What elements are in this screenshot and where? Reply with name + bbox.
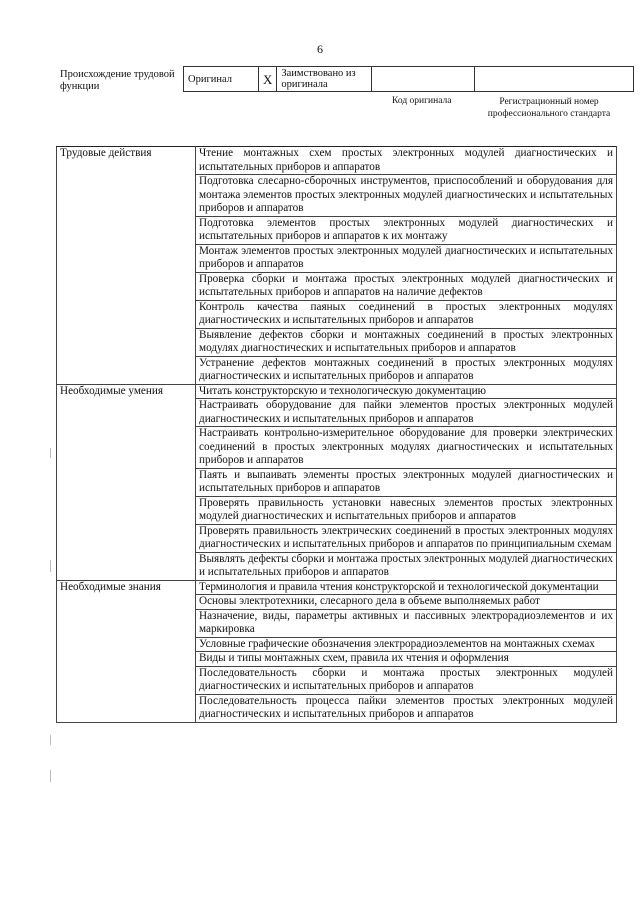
section-item: Настраивать оборудование для пайки элементов простых электронных модулей диагностических и испытательных приборов и аппаратов — [196, 399, 617, 427]
original-label: Оригинал — [188, 73, 232, 85]
code-caption: Код оригинала — [392, 96, 452, 106]
section-title: Необходимые знания — [57, 580, 196, 722]
section-item: Назначение, виды, параметры активных и пассивных электрорадиоэлементов и их маркировка — [196, 609, 617, 637]
origin-label: Происхождение трудовой функции — [60, 69, 175, 92]
section-item: Контроль качества паяных соединений в простых электронных модулях диагностических и испытательных приборов и аппаратов — [196, 300, 617, 328]
scan-mark — [50, 560, 51, 572]
section-item: Условные графические обозначения электрорадиоэлементов на монтажных схемах — [196, 637, 617, 652]
section-item: Виды и типы монтажных схем, правила их чтения и оформления — [196, 652, 617, 667]
section-item: Выявление дефектов сборки и монтажных соединений в простых электронных модулях диагностических и испытательных приборов и аппаратов — [196, 328, 617, 356]
original-mark: X — [259, 67, 277, 92]
section-item: Подготовка элементов простых электронных модулей диагностических и испытательных приборов и аппаратов к их монтажу — [196, 216, 617, 244]
section-item: Чтение монтажных схем простых электронных модулей диагностических и испытательных приборов и аппаратов — [196, 147, 617, 175]
section-item: Устранение дефектов монтажных соединений в простых электронных модулях диагностических и испытательных приборов и аппаратов — [196, 356, 617, 384]
section-item: Последовательность сборки и монтажа простых электронных модулей диагностических и испытательных приборов и аппаратов — [196, 666, 617, 694]
section-item: Паять и выпаивать элементы простых электронных модулей диагностических и испытательных приборов и аппаратов — [196, 468, 617, 496]
table-row — [57, 147, 617, 175]
section-item: Проверка сборки и монтажа простых электронных модулей диагностических и испытательных приборов и аппаратов на наличие дефектов — [196, 272, 617, 300]
borrowed-label: Заимствовано из оригинала — [277, 67, 372, 92]
origin-table — [183, 66, 634, 92]
section-item: Настраивать контрольно-измерительное оборудование для проверки электрических соединений в простых электронных модулях диагностических и испытательных приборов и аппаратов — [196, 427, 617, 469]
section-item: Подготовка слесарно-сборочных инструментов, приспособлений и оборудования для монтажа элементов простых электронных модулей диагностических и испытательных приборов и аппаратов — [196, 175, 617, 217]
table-row — [57, 580, 617, 595]
section-item: Монтаж элементов простых электронных модулей диагностических и испытательных приборов и аппаратов — [196, 244, 617, 272]
original-cell — [184, 67, 259, 92]
labor-function-table — [56, 146, 617, 723]
table-row — [57, 384, 617, 399]
section-item: Проверять правильность установки навесных элементов простых электронных модулей диагностических и испытательных приборов и аппаратов — [196, 496, 617, 524]
section-item: Читать конструкторскую и технологическую документацию — [196, 384, 617, 399]
section-item: Основы электротехники, слесарного дела в объеме выполняемых работ — [196, 595, 617, 610]
scan-mark — [50, 448, 51, 458]
code-cell — [372, 67, 475, 92]
section-item: Последовательность процесса пайки элементов простых электронных модулей диагностических и испытательных приборов и аппаратов — [196, 694, 617, 722]
page-number: 6 — [317, 42, 323, 56]
section-title: Трудовые действия — [57, 147, 196, 385]
section-item: Терминология и правила чтения конструкторской и технологической документации — [196, 580, 617, 595]
section-item: Выявлять дефекты сборки и монтажа простых электронных модулей диагностических и испытательных приборов и аппаратов — [196, 552, 617, 580]
scan-mark — [50, 770, 51, 782]
reg-cell — [475, 67, 634, 92]
scan-mark — [50, 735, 51, 745]
reg-caption: Регистрационный номер профессионального стандарта — [487, 97, 611, 119]
section-title: Необходимые умения — [57, 384, 196, 580]
section-item: Проверять правильность электрических соединений в простых электронных модулях диагностических и испытательных приборов и аппаратов по принципиальным схемам — [196, 524, 617, 552]
